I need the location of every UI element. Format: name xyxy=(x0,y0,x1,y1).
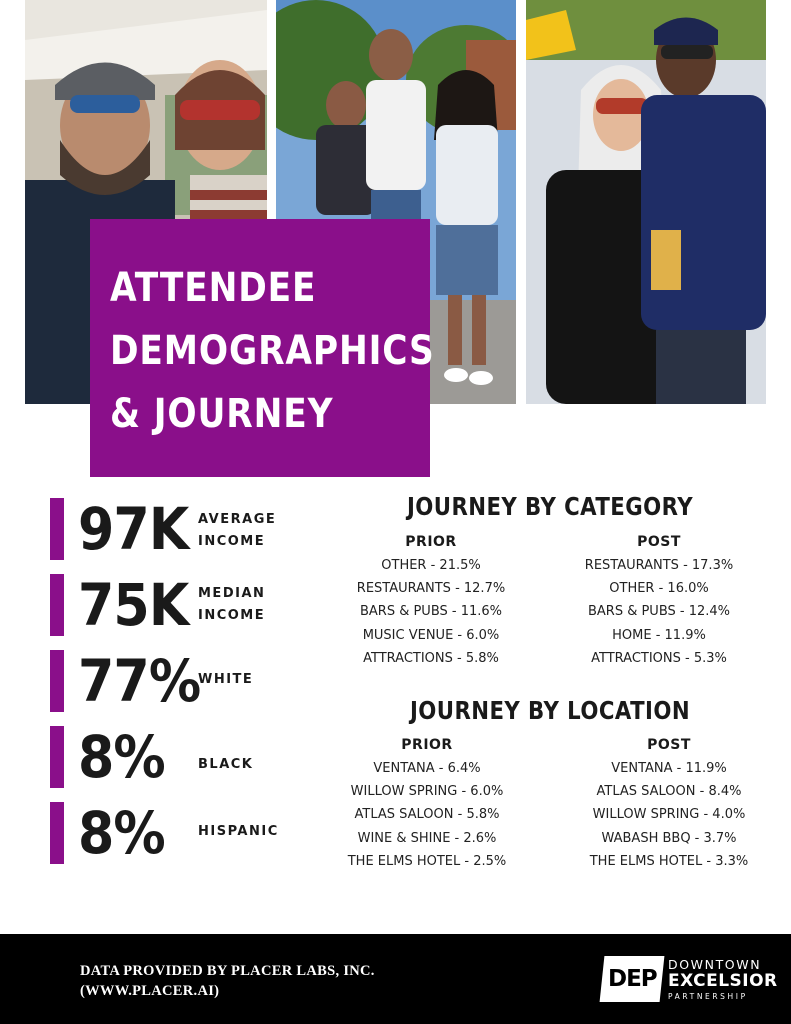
stat-accent-bar xyxy=(50,574,64,636)
list-item: WILLOW SPRING - 6.0% xyxy=(350,784,504,800)
stat-value: 97K xyxy=(78,495,189,563)
stat-accent-bar xyxy=(50,498,64,560)
stat-accent-bar xyxy=(50,650,64,712)
list-item: ATTRACTIONS - 5.3% xyxy=(591,650,727,666)
list-item: VENTANA - 6.4% xyxy=(373,761,481,776)
page-title-line-1: ATTENDEE xyxy=(110,265,317,311)
list-item: BARS & PUBS - 12.4% xyxy=(587,604,731,620)
list-item: ATTRACTIONS - 5.8% xyxy=(363,650,499,666)
journey-location-prior-column xyxy=(327,735,527,873)
list-item: VENTANA - 11.9% xyxy=(611,761,727,776)
logo-wordmark: DOWNTOWN EXCELSIOR PARTNERSHIP xyxy=(668,957,778,1001)
journey-category-title: JOURNEY BY CATEGORY xyxy=(406,492,694,521)
list-item: THE ELMS HOTEL - 2.5% xyxy=(347,853,507,869)
stat-value: 8% xyxy=(78,799,165,867)
list-item: WILLOW SPRING - 4.0% xyxy=(592,807,746,823)
stat-median-income xyxy=(50,571,350,639)
journey-location-title: JOURNEY BY LOCATION xyxy=(409,696,691,725)
page-title-line-3: & JOURNEY xyxy=(110,391,334,437)
list-item: OTHER - 16.0% xyxy=(609,581,709,597)
prior-heading: PRIOR xyxy=(401,737,453,753)
list-item: WINE & SHINE - 2.6% xyxy=(357,830,497,846)
stat-accent-bar xyxy=(50,802,64,864)
stat-label: MEDIAN INCOME xyxy=(198,586,266,623)
logo-mark: DEP xyxy=(600,956,665,1002)
stat-value: 75K xyxy=(78,571,189,639)
list-item: WABASH BBQ - 3.7% xyxy=(601,830,737,846)
list-item: THE ELMS HOTEL - 3.3% xyxy=(589,853,749,869)
list-item: ATLAS SALOON - 5.8% xyxy=(354,807,500,823)
prior-heading: PRIOR xyxy=(405,534,457,550)
list-item: OTHER - 21.5% xyxy=(381,558,481,573)
data-credit-line-2: (WWW.PLACER.AI) xyxy=(80,983,220,999)
stat-value: 77% xyxy=(78,647,201,715)
list-item: ATLAS SALOON - 8.4% xyxy=(596,784,742,800)
page-title-line-2: DEMOGRAPHICS xyxy=(110,328,435,374)
list-item: RESTAURANTS - 17.3% xyxy=(584,558,734,573)
list-item: MUSIC VENUE - 6.0% xyxy=(362,627,500,643)
data-credit xyxy=(80,961,375,1001)
dep-logo xyxy=(602,956,782,1004)
stat-white xyxy=(50,647,350,715)
journey-category-prior-column xyxy=(331,532,531,670)
footer xyxy=(0,934,791,1024)
list-item: BARS & PUBS - 11.6% xyxy=(359,604,503,620)
list-item: RESTAURANTS - 12.7% xyxy=(356,581,506,597)
stat-hispanic xyxy=(50,799,350,867)
stat-average-income xyxy=(50,495,350,563)
post-heading: POST xyxy=(637,534,681,550)
stat-accent-bar xyxy=(50,726,64,788)
stat-value: 8% xyxy=(78,723,165,791)
data-credit-line-1: DATA PROVIDED BY PLACER LABS, INC. xyxy=(80,963,375,979)
stat-label: WHITE xyxy=(198,672,254,687)
page-title-box xyxy=(90,219,435,477)
stat-label: BLACK xyxy=(198,757,254,772)
event-photo-3 xyxy=(526,0,766,404)
stat-label: AVERAGE INCOME xyxy=(198,512,277,549)
stat-black xyxy=(50,723,350,791)
journey-location-post-column xyxy=(569,735,769,873)
list-item: HOME - 11.9% xyxy=(612,627,706,643)
journey-category-post-column xyxy=(559,532,759,670)
post-heading: POST xyxy=(647,737,691,753)
stat-label: HISPANIC xyxy=(198,824,279,839)
